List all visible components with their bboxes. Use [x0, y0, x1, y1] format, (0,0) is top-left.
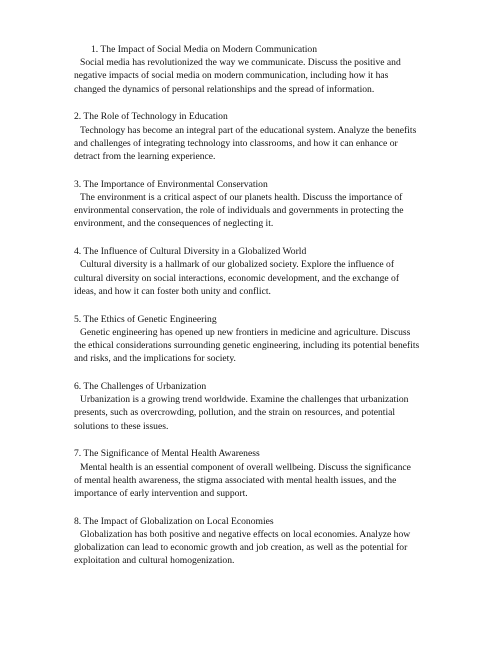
topic-body-line: changed the dynamics of personal relationships and the spread of information.: [74, 83, 375, 95]
topic-heading: 3. The Importance of Environmental Conservation: [74, 178, 268, 190]
topic-body-line: Cultural diversity is a hallmark of our globalized society. Explore the influence of: [80, 259, 395, 271]
topic-heading: 8. The Impact of Globalization on Local Economies: [74, 515, 274, 527]
topic-body-line: Globalization has both positive and negative effects on local economies. Analyze how: [80, 529, 411, 541]
topic-body-line: Urbanization is a growing trend worldwide. Examine the challenges that urbanization: [80, 394, 409, 406]
essay-topics-list: [74, 43, 440, 582]
topic-2: [74, 110, 440, 163]
topic-body-line: the ethical considerations surrounding genetic engineering, including its potential benefits: [74, 340, 420, 352]
topic-body-line: Mental health is an essential component of overall wellbeing. Discuss the significance: [80, 461, 411, 473]
topic-body-line: globalization can lead to economic growth and job creation, as well as the potential for: [74, 542, 408, 554]
topic-heading: 2. The Role of Technology in Education: [74, 111, 228, 123]
topic-6: [74, 380, 440, 433]
topic-heading: 5. The Ethics of Genetic Engineering: [74, 313, 217, 325]
topic-body-line: and challenges of integrating technology into classrooms, and how it can enhance or: [74, 137, 398, 149]
topic-body-line: environment, and the consequences of neglecting it.: [74, 218, 274, 230]
topic-heading: 4. The Influence of Cultural Diversity in a Globalized World: [74, 246, 307, 258]
topic-body-line: Technology has become an integral part of the educational system. Analyze the benefits: [80, 124, 417, 136]
topic-5: [74, 313, 440, 366]
topic-body-line: of mental health awareness, the stigma associated with mental health issues, and the: [74, 474, 397, 486]
topic-1: [74, 43, 440, 96]
topic-body-line: and risks, and the implications for society.: [74, 353, 236, 365]
topic-body-line: exploitation and cultural homogenization.: [74, 555, 235, 567]
topic-body-line: negative impacts of social media on modern communication, including how it has: [74, 70, 389, 82]
topic-body-line: cultural diversity on social interactions, economic development, and the exchange of: [74, 272, 400, 284]
topic-body-line: importance of early intervention and support.: [74, 488, 248, 500]
topic-body-line: environmental conservation, the role of individuals and governments in protecting the: [74, 205, 404, 217]
topic-body-line: Genetic engineering has opened up new frontiers in medicine and agriculture. Discuss: [80, 326, 411, 338]
topic-7: [74, 447, 440, 500]
topic-heading: 1. The Impact of Social Media on Modern Communication: [91, 44, 318, 55]
topic-heading: 7. The Significance of Mental Health Awareness: [74, 448, 260, 460]
topic-body-line: The environment is a critical aspect of our planets health. Discuss the importance of: [80, 192, 403, 204]
topic-body-line: ideas, and how it can foster both unity and conflict.: [74, 285, 271, 297]
topic-body-line: Social media has revolutionized the way we communicate. Discuss the positive and: [80, 57, 401, 69]
topic-heading: 6. The Challenges of Urbanization: [74, 381, 207, 393]
topic-body-line: detract from the learning experience.: [74, 151, 216, 163]
topic-body-line: presents, such as overcrowding, pollution, and the strain on resources, and potential: [74, 407, 396, 419]
topic-8: [74, 515, 440, 568]
topic-body-line: solutions to these issues.: [74, 420, 169, 432]
topic-3: [74, 178, 440, 231]
topic-4: [74, 245, 440, 298]
